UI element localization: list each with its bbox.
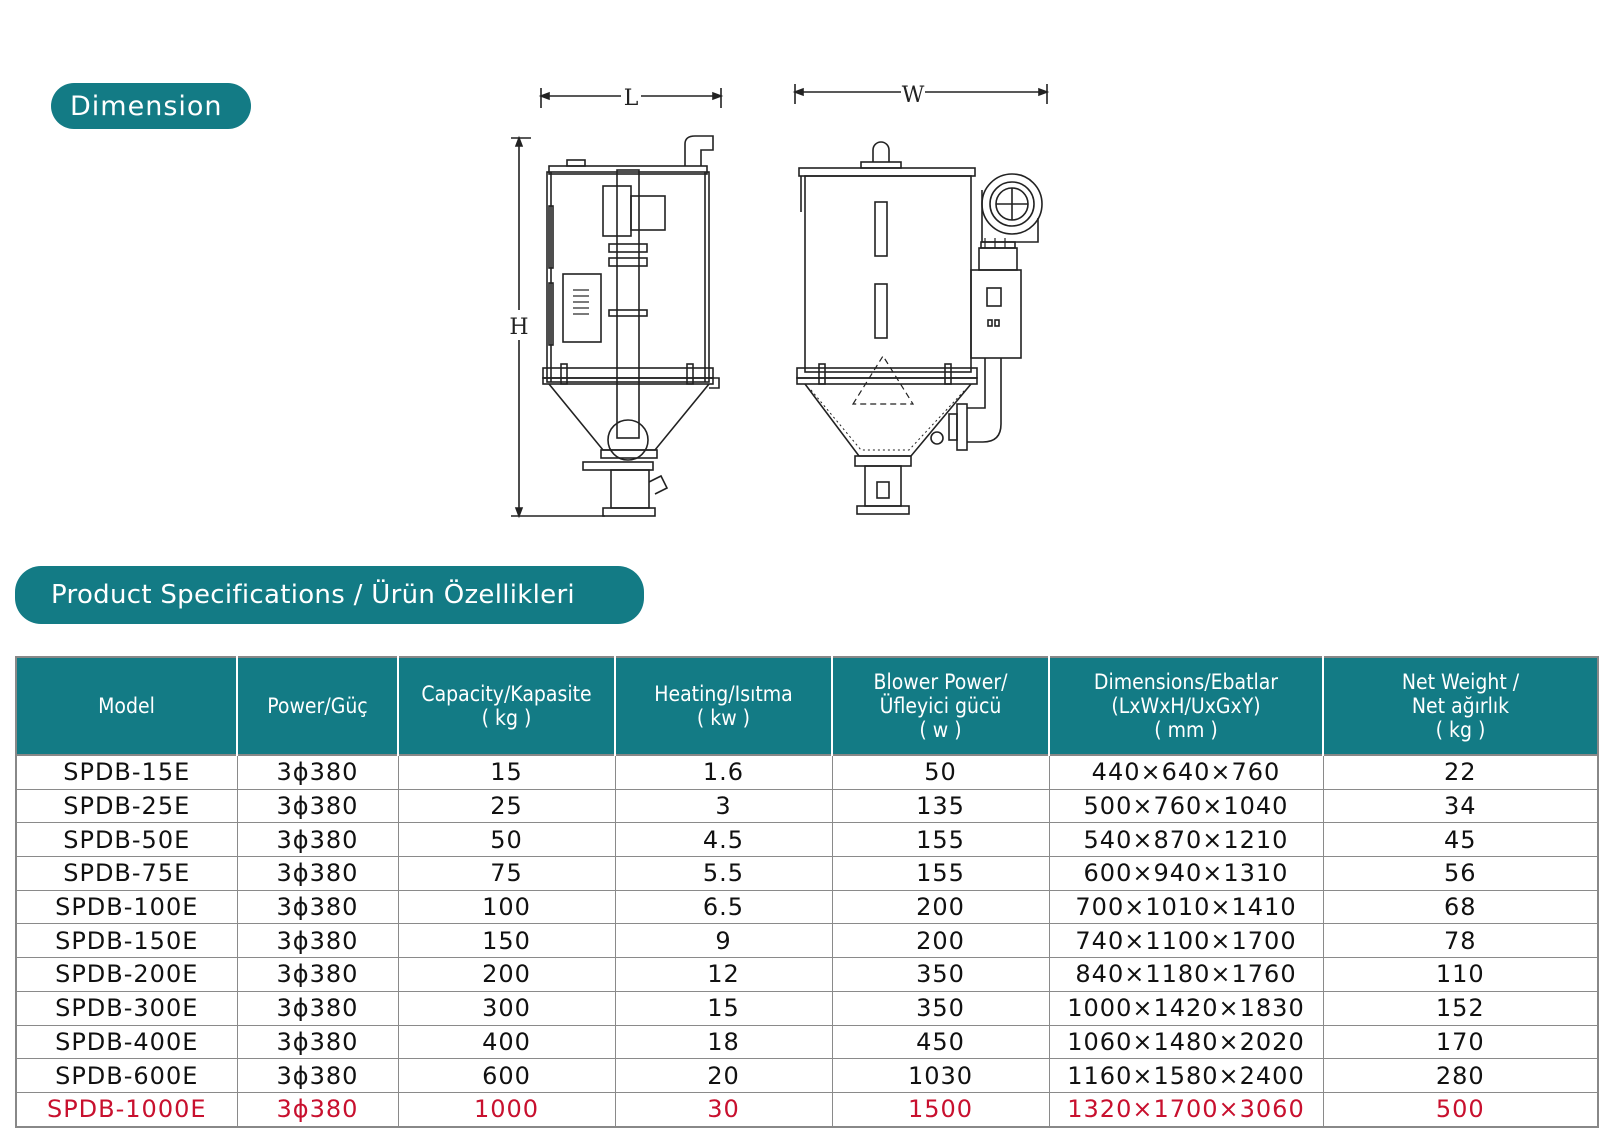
column-header-line: (LxWxH/UxGxY)	[1111, 694, 1261, 718]
table-cell: 3ϕ380	[237, 823, 398, 857]
table-cell: SPDB-200E	[16, 958, 237, 992]
table-cell: 110	[1323, 958, 1598, 992]
column-header-line: ( kg )	[1435, 718, 1486, 742]
table-cell: 4.5	[615, 823, 832, 857]
column-header	[615, 657, 832, 755]
table-cell: 200	[832, 924, 1049, 958]
table-cell: 540×870×1210	[1049, 823, 1323, 857]
table-cell: 3ϕ380	[237, 991, 398, 1025]
table-cell: 450	[832, 1025, 1049, 1059]
column-header	[237, 657, 398, 755]
column-header	[1049, 657, 1323, 755]
table-cell: SPDB-1000E	[16, 1092, 237, 1126]
table-cell: 22	[1323, 755, 1598, 789]
table-header-row	[16, 657, 1598, 755]
dimension-label-L: L	[623, 86, 639, 111]
table-cell: 350	[832, 958, 1049, 992]
table-cell: 9	[615, 924, 832, 958]
column-header-line: ( mm )	[1154, 718, 1218, 742]
table-cell: 50	[398, 823, 615, 857]
table-cell: 56	[1323, 857, 1598, 891]
table-cell: 1000	[398, 1092, 615, 1126]
table-cell: 3	[615, 789, 832, 823]
table-cell: 3ϕ380	[237, 755, 398, 789]
table-cell: 3ϕ380	[237, 1092, 398, 1126]
column-header-line: Net ağırlık	[1411, 694, 1510, 718]
table-cell: 300	[398, 991, 615, 1025]
column-header-line: ( kg )	[481, 706, 532, 730]
table-cell: 3ϕ380	[237, 857, 398, 891]
table-cell: SPDB-400E	[16, 1025, 237, 1059]
table-cell: SPDB-75E	[16, 857, 237, 891]
table-cell: SPDB-100E	[16, 890, 237, 924]
table-row	[16, 857, 1598, 891]
table-cell: 150	[398, 924, 615, 958]
table-cell: 600×940×1310	[1049, 857, 1323, 891]
table-cell: 200	[398, 958, 615, 992]
table-cell: 1030	[832, 1059, 1049, 1093]
table-cell: 5.5	[615, 857, 832, 891]
column-header-line: ( w )	[919, 718, 962, 742]
table-cell: 1.6	[615, 755, 832, 789]
table-row	[16, 1092, 1598, 1126]
table-cell: SPDB-300E	[16, 991, 237, 1025]
product-specifications-header	[15, 566, 644, 624]
table-cell: 30	[615, 1092, 832, 1126]
table-cell: 1060×1480×2020	[1049, 1025, 1323, 1059]
table-cell: 20	[615, 1059, 832, 1093]
table-row	[16, 991, 1598, 1025]
table-cell: 1000×1420×1830	[1049, 991, 1323, 1025]
dryer-dimension-drawing	[505, 78, 1085, 538]
table-cell: 100	[398, 890, 615, 924]
dimension-header	[51, 83, 251, 129]
column-header-line: Üfleyici gücü	[879, 694, 1002, 718]
table-cell: 45	[1323, 823, 1598, 857]
front-view	[795, 83, 1047, 514]
table-cell: 3ϕ380	[237, 958, 398, 992]
column-header	[398, 657, 615, 755]
table-cell: 75	[398, 857, 615, 891]
column-header-line: Dimensions/Ebatlar	[1093, 670, 1279, 694]
table-cell: SPDB-25E	[16, 789, 237, 823]
table-row	[16, 755, 1598, 789]
table-cell: 50	[832, 755, 1049, 789]
table-body	[16, 755, 1598, 1127]
table-cell: 3ϕ380	[237, 1059, 398, 1093]
table-cell: 600	[398, 1059, 615, 1093]
table-cell: 3ϕ380	[237, 890, 398, 924]
table-cell: 3ϕ380	[237, 789, 398, 823]
table-cell: 6.5	[615, 890, 832, 924]
table-cell: SPDB-50E	[16, 823, 237, 857]
table-cell: 200	[832, 890, 1049, 924]
table-cell: 18	[615, 1025, 832, 1059]
table-cell: 135	[832, 789, 1049, 823]
column-header-line: ( kw )	[696, 706, 751, 730]
table-cell: SPDB-15E	[16, 755, 237, 789]
table-cell: 170	[1323, 1025, 1598, 1059]
table-row	[16, 924, 1598, 958]
table-cell: 280	[1323, 1059, 1598, 1093]
table-cell: 15	[398, 755, 615, 789]
table-row	[16, 890, 1598, 924]
column-header-line: Power/Güç	[267, 694, 368, 718]
table-row	[16, 1059, 1598, 1093]
table-cell: 440×640×760	[1049, 755, 1323, 789]
table-cell: 1160×1580×2400	[1049, 1059, 1323, 1093]
column-header	[1323, 657, 1598, 755]
column-header	[832, 657, 1049, 755]
table-cell: 500	[1323, 1092, 1598, 1126]
side-view	[509, 86, 721, 516]
table-cell: 3ϕ380	[237, 924, 398, 958]
column-header	[16, 657, 237, 755]
table-cell: 840×1180×1760	[1049, 958, 1323, 992]
table-cell: 155	[832, 823, 1049, 857]
column-header-line: Capacity/Kapasite	[421, 682, 592, 706]
dimension-label-W: W	[901, 83, 925, 108]
dimension-label-H: H	[509, 315, 529, 340]
column-header-line: Blower Power/	[873, 670, 1008, 694]
table-cell: 12	[615, 958, 832, 992]
table-cell: 740×1100×1700	[1049, 924, 1323, 958]
table-cell: 1320×1700×3060	[1049, 1092, 1323, 1126]
table-cell: 1500	[832, 1092, 1049, 1126]
table-cell: SPDB-150E	[16, 924, 237, 958]
table-row	[16, 1025, 1598, 1059]
table-row	[16, 789, 1598, 823]
column-header-line: Heating/Isıtma	[654, 682, 793, 706]
table-cell: SPDB-600E	[16, 1059, 237, 1093]
dimension-header-label: Dimension	[70, 90, 223, 122]
table-cell: 400	[398, 1025, 615, 1059]
table-row	[16, 958, 1598, 992]
table-cell: 25	[398, 789, 615, 823]
table-cell: 152	[1323, 991, 1598, 1025]
table-cell: 155	[832, 857, 1049, 891]
table-cell: 68	[1323, 890, 1598, 924]
table-cell: 34	[1323, 789, 1598, 823]
table-cell: 700×1010×1410	[1049, 890, 1323, 924]
product-specifications-table	[15, 656, 1599, 1128]
column-header-line: Model	[98, 694, 155, 718]
table-cell: 15	[615, 991, 832, 1025]
table-cell: 3ϕ380	[237, 1025, 398, 1059]
product-specifications-label: Product Specifications / Ürün Özellikleri	[51, 580, 575, 610]
table-cell: 350	[832, 991, 1049, 1025]
column-header-line: Net Weight /	[1401, 670, 1520, 694]
table-cell: 500×760×1040	[1049, 789, 1323, 823]
table-cell: 78	[1323, 924, 1598, 958]
table-row	[16, 823, 1598, 857]
